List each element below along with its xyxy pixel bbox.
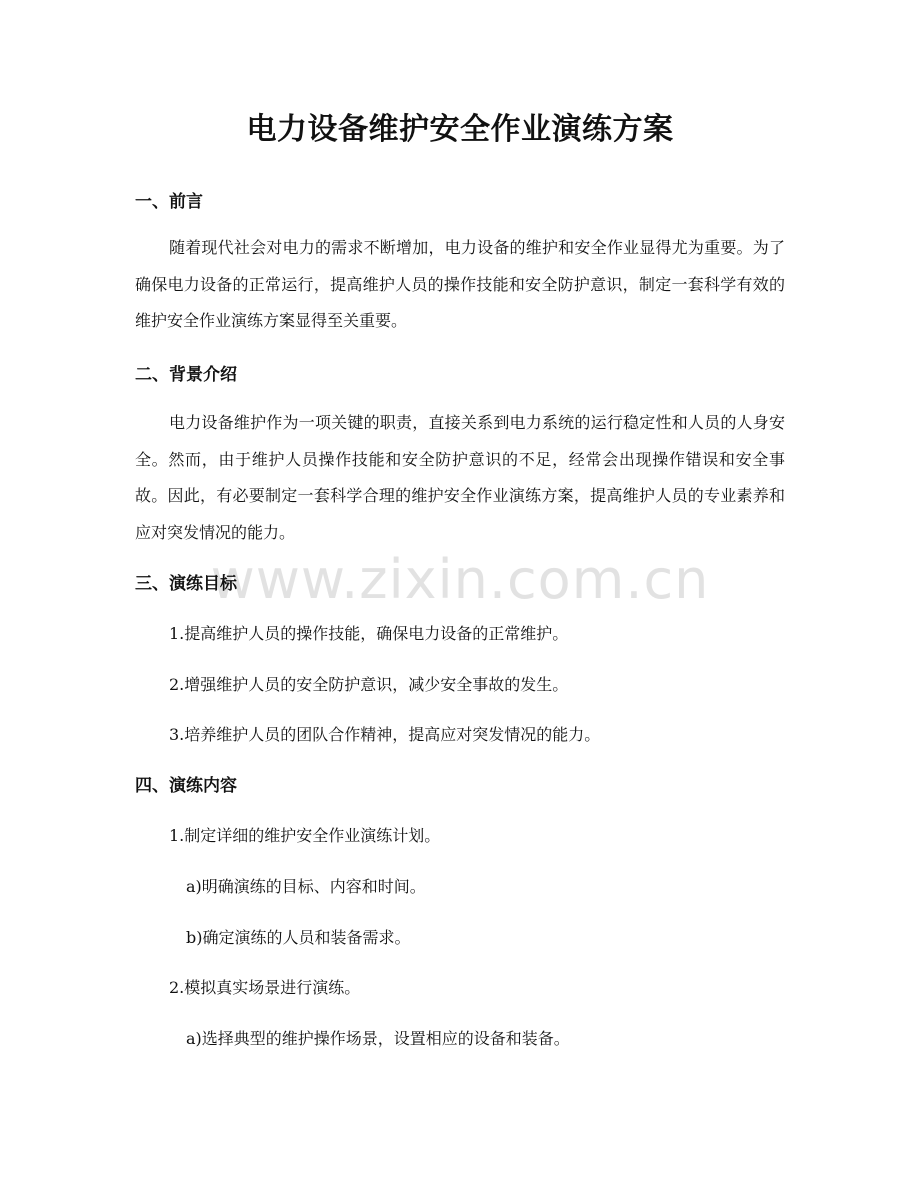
content-subitem: a)明确演练的目标、内容和时间。	[186, 877, 426, 896]
section-heading-background: 二、背景介绍	[135, 365, 237, 385]
content-item: 2.模拟真实场景进行演练。	[169, 978, 361, 997]
content-subitem: b)确定演练的人员和装备需求。	[186, 928, 411, 947]
goal-item: 3.培养维护人员的团队合作精神，提高应对突发情况的能力。	[169, 725, 601, 744]
goal-item: 2.增强维护人员的安全防护意识，减少安全事故的发生。	[169, 675, 569, 694]
content-subitem: a)选择典型的维护操作场景，设置相应的设备和装备。	[186, 1029, 570, 1048]
goal-item: 1.提高维护人员的操作技能，确保电力设备的正常维护。	[169, 624, 569, 643]
document-title: 电力设备维护安全作业演练方案	[246, 112, 674, 147]
content-item: 1.制定详细的维护安全作业演练计划。	[169, 826, 441, 845]
section-heading-preface: 一、前言	[135, 192, 203, 212]
watermark: www.zixin.com.cn	[210, 548, 710, 611]
section-paragraph-background: 电力设备维护作为一项关键的职责，直接关系到电力系统的运行稳定性和人员的人身安全。然而，由于维护人员操作技能和安全防护意识的不足，经常会出现操作错误和安全事故。因此，有必要制定一套科学合理的维护安全作业演练方案，提高维护人员的专业素养和应对突发情况的能力。	[135, 413, 785, 542]
section-heading-goals: 三、演练目标	[135, 574, 237, 594]
section-paragraph-preface: 随着现代社会对电力的需求不断增加，电力设备的维护和安全作业显得尤为重要。为了确保电力设备的正常运行，提高维护人员的操作技能和安全防护意识，制定一套科学有效的维护安全作业演练方案显得至关重要。	[135, 238, 785, 330]
section-heading-content: 四、演练内容	[135, 776, 237, 796]
